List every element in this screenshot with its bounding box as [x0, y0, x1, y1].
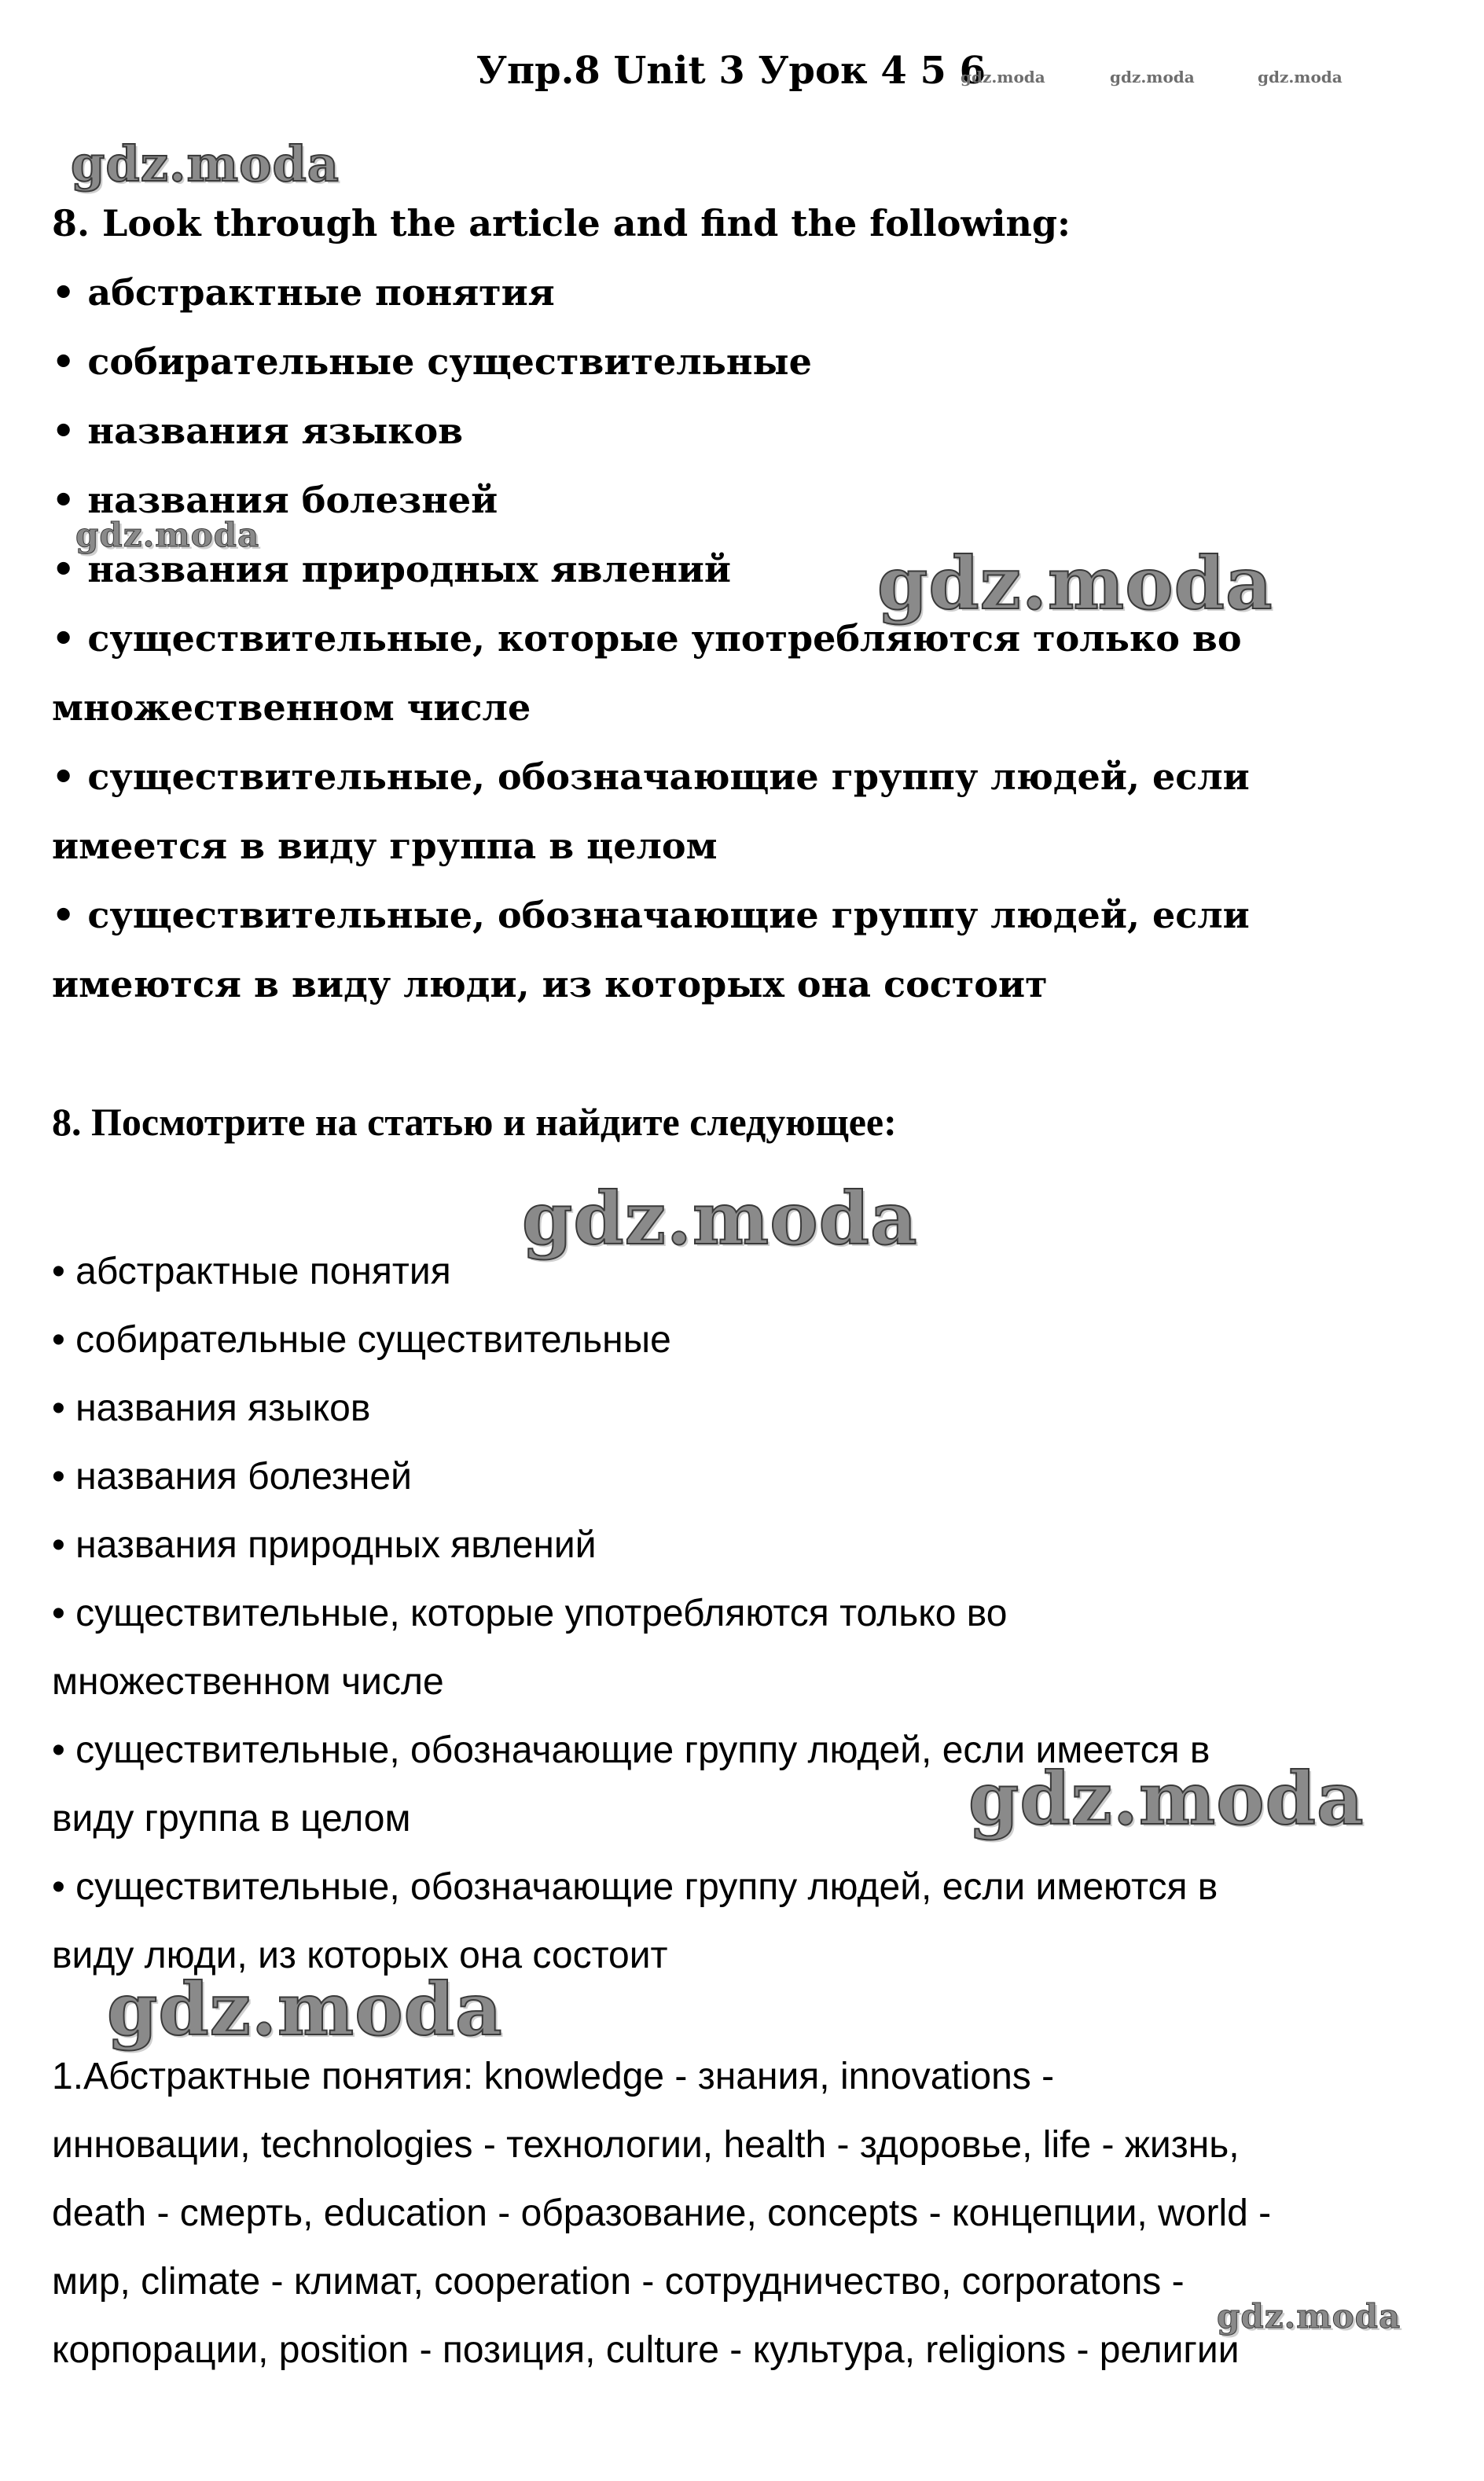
answer-line: мир, climate - климат, cooperation - сотрудничество, corporatons -	[52, 2261, 1185, 2303]
task-item: • существительные, которые употребляются только во	[52, 617, 1242, 660]
watermark-small: gdz.moda	[1110, 68, 1195, 86]
task-item: • названия болезней	[52, 1456, 412, 1498]
watermark-small: gdz.moda	[1258, 68, 1343, 86]
task-russian-title: 8. Посмотрите на статью и найдите следующее:	[52, 1100, 897, 1144]
task-item: • названия языков	[52, 1388, 371, 1429]
watermark: gdz.moda	[968, 1756, 1365, 1841]
task-item-continued: множественном числе	[52, 1661, 444, 1703]
answer-line: корпорации, position - позиция, culture - культура, religions - религии	[52, 2329, 1240, 2371]
task-item: • существительные, обозначающие группу людей, если имеется в	[52, 1729, 1210, 1771]
watermark: gdz.moda	[877, 541, 1273, 626]
task-item: • названия болезней	[52, 479, 498, 521]
page-header: Упр.8 Unit 3 Урок 4 5 6	[476, 49, 986, 93]
task-item: • собирательные существительные	[52, 340, 812, 383]
watermark: gdz.moda	[107, 1967, 503, 2052]
task-item: • существительные, которые употребляются только во	[52, 1593, 1008, 1634]
task-russian	[52, 1237, 1435, 1990]
task-item: • собирательные существительные	[52, 1319, 671, 1361]
watermark: gdz.moda	[522, 1176, 918, 1261]
task-item: • названия языков	[52, 410, 464, 452]
watermark-small: gdz.moda	[961, 68, 1045, 86]
task-item: • существительные, обозначающие группу людей, если	[52, 894, 1250, 936]
task-item: • абстрактные понятия	[52, 1251, 451, 1292]
task-item-continued: виду группа в целом	[52, 1798, 411, 1840]
task-item: • названия природных явлений	[52, 1524, 597, 1566]
watermark: gdz.moda	[75, 516, 260, 554]
task-item-continued: множественном числе	[52, 686, 531, 729]
task-heading: 8. Look through the article and find the following:	[52, 202, 1071, 244]
watermark: gdz.moda	[1217, 2297, 1401, 2336]
task-item-continued: имеется в виду группа в целом	[52, 825, 718, 867]
task-item: • существительные, обозначающие группу людей, если имеются в	[52, 1866, 1218, 1908]
answer-line: death - смерть, education - образование, concepts - концепции, world -	[52, 2192, 1272, 2234]
task-item: • названия природных явлений	[52, 548, 732, 590]
task-item: • абстрактные понятия	[52, 271, 555, 314]
task-item: • существительные, обозначающие группу людей, если	[52, 755, 1250, 798]
watermark: gdz.moda	[71, 135, 340, 193]
task-item-continued: виду люди, из которых она состоит	[52, 1935, 668, 1976]
task-item-continued: имеются в виду люди, из которых она состоит	[52, 963, 1048, 1005]
answer-line: инновации, technologies - технологии, health - здоровье, life - жизнь,	[52, 2124, 1240, 2166]
answer-line: 1.Абстрактные понятия: knowledge - знания, innovations -	[52, 2056, 1055, 2097]
